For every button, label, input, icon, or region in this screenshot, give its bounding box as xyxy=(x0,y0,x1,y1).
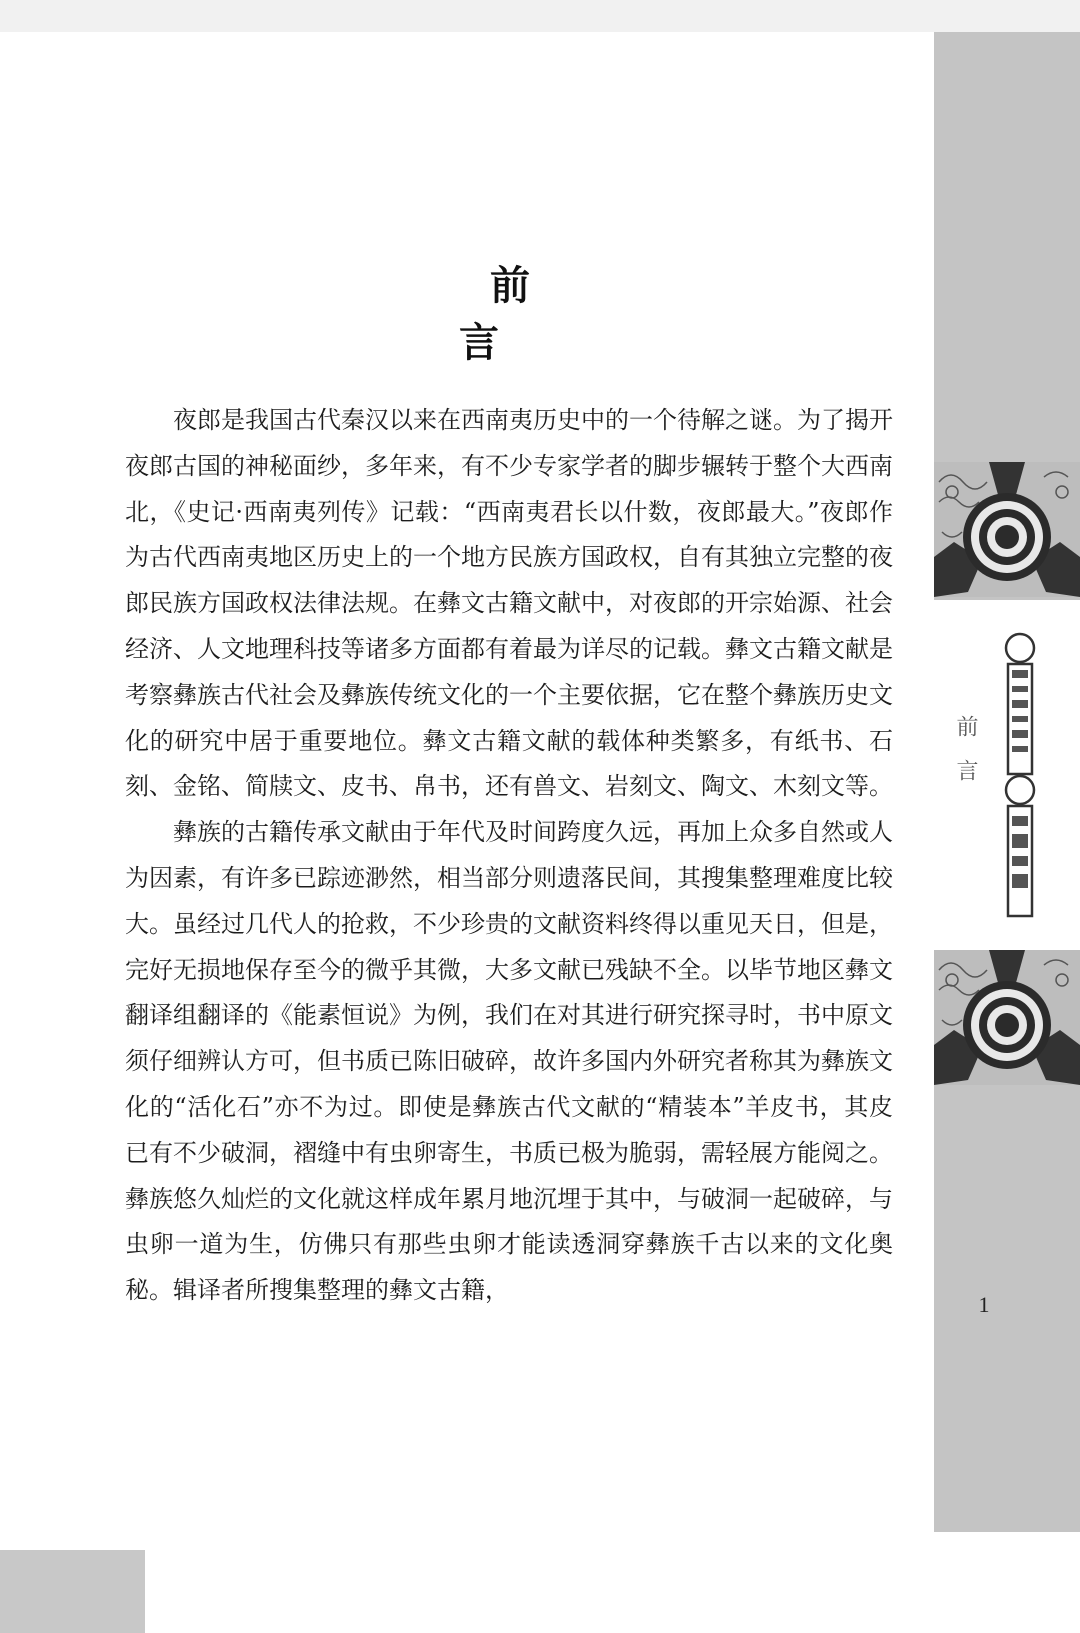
paragraph-2: 彝族的古籍传承文献由于年代及时间跨度久远，再加上众多自然或人为因素，有许多已踪迹渺然，相当部分则遗落民间，其搜集整理难度比较大。虽经过几代人的抢救，不少珍贵的文献资料终得以重见天日，但是，完好无损地保存至今的微乎其微，大多文献已残缺不全。以毕节地区彝文翻译组翻译的《能素恒说》为例，我们在对其进行研究探寻时，书中原文须仔细辨认方可，但书质已陈旧破碎，故许多国内外研究者称其为彝族文化的“活化石”亦不为过。即使是彝族古代文献的“精装本”羊皮书，其皮已有不少破洞，褶缝中有虫卵寄生，书质已极为脆弱，需轻展方能阅之。彝族悠久灿烂的文化就这样成年累月地沉埋于其中，与破洞一起破碎，与虫卵一道为生，仿佛只有那些虫卵才能读透洞穿彝族千古以来的文化奥秘。辑译者所搜集整理的彝文古籍， xyxy=(125,818,893,1305)
ornament-pattern-bottom xyxy=(934,950,1080,1085)
bottom-margin xyxy=(0,1550,1080,1633)
paragraph-1: 夜郎是我国古代秦汉以来在西南夷历史中的一个待解之谜。为了揭开夜郎古国的神秘面纱，多年来，有不少专家学者的脚步辗转于整个大西南北，《史记·西南夷列传》记载：“西南夷君长以什数，夜郎最大。”夜郎作为古代西南夷地区历史上的一个地方民族方国政权，自有其独立完整的夜郎民族方国政权法律法规。在彝文古籍文献中，对夜郎的开宗始源、社会经济、人文地理科技等诸多方面都有着最为详尽的记载。彝文古籍文献是考察彝族古代社会及彝族传统文化的一个主要依据，它在整个彝族历史文化的研究中居于重要地位。彝文古籍文献的载体种类繁多，有纸书、石刻、金铭、简牍文、皮书、帛书，还有兽文、岩刻文、陶文、木刻文等。 xyxy=(125,406,893,801)
bookmark-chain-icon xyxy=(1000,630,1040,934)
next-page-edge xyxy=(0,1550,145,1633)
page-number: 1 xyxy=(978,1292,990,1317)
body-text xyxy=(125,398,893,1314)
top-margin-strip xyxy=(0,0,1080,32)
page-title: 前 言 xyxy=(459,263,592,366)
side-chapter-title: 前言 xyxy=(953,715,978,803)
ornament-pattern-top xyxy=(934,462,1080,597)
